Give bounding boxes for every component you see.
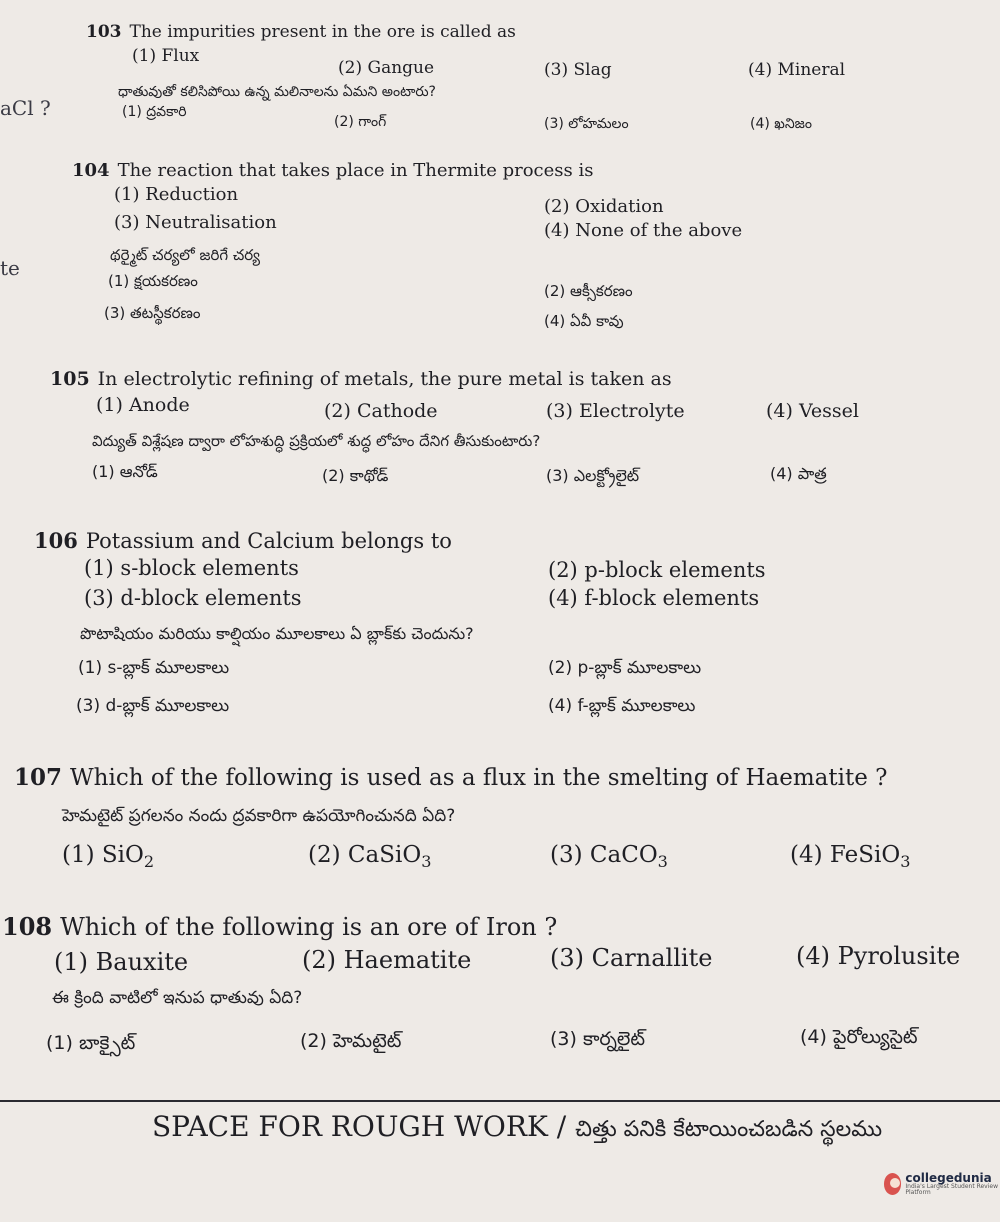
option-te-4: (4) f-బ్లాక్ మూలకాలు — [548, 696, 696, 716]
question-number: 106 — [34, 528, 78, 553]
option-en-1: (1) s-block elements — [84, 556, 299, 580]
option-te-3: (3) d-బ్లాక్ మూలకాలు — [76, 696, 230, 716]
watermark-name: collegedunia — [905, 1171, 992, 1185]
question-number: 103 — [86, 22, 122, 42]
option-te-3: (3) తటస్థీకరణం — [104, 304, 201, 322]
question-text: 103 The impurities present in the ore is called as — [86, 22, 516, 42]
rough-work-label: SPACE FOR ROUGH WORK / చిత్తు పనికి కేటాయించబడిన స్థలము — [152, 1110, 883, 1143]
option-en-2: (2) p-block elements — [548, 558, 766, 582]
option-en-3: (3) Neutralisation — [114, 212, 277, 233]
question-number: 104 — [72, 160, 110, 181]
question-number: 108 — [2, 912, 53, 941]
option-te-4: (4) పైరోల్యుసైట్ — [800, 1026, 918, 1048]
question-text-telugu: పొటాషియం మరియు కాల్షియం మూలకాలు ఏ బ్లాక్‌కు చెందును? — [80, 624, 474, 643]
option-te-4: (4) ఖనిజం — [750, 116, 813, 132]
watermark-tagline: India's Largest Student Review Platform — [905, 1183, 998, 1196]
option-en-3: (3) Slag — [544, 60, 612, 80]
option-te-3: (3) కార్నలైట్ — [550, 1028, 646, 1050]
option-te-3: (3) లోహమలం — [544, 116, 629, 132]
option-te-4: (4) పాత్ర — [770, 464, 827, 483]
question-text: 107 Which of the following is used as a flux in the smelting of Haematite ? — [14, 764, 888, 791]
option-en-4: (4) Pyrolusite — [796, 942, 961, 970]
question-text: 104 The reaction that takes place in Thermite process is — [72, 160, 594, 181]
option-en-3: (3) Carnallite — [550, 944, 713, 972]
margin-fragment: aCl ? — [0, 96, 51, 120]
option-en-3: (3) d-block elements — [84, 586, 302, 610]
option-te-1: (1) s-బ్లాక్ మూలకాలు — [78, 658, 230, 678]
option-te-3: (3) ఎలక్ట్రోలైట్ — [546, 466, 640, 485]
option-2: (2) CaSiO$_3$ — [308, 842, 432, 871]
option-en-2: (2) Cathode — [324, 400, 438, 422]
option-en-2: (2) Oxidation — [544, 196, 664, 217]
option-te-1: (1) బాక్సైట్ — [46, 1032, 136, 1054]
question-text: 108 Which of the following is an ore of Iron ? — [2, 912, 558, 941]
option-en-4: (4) None of the above — [544, 220, 743, 241]
option-en-4: (4) Vessel — [766, 400, 859, 422]
option-te-1: (1) ఆనోడ్ — [92, 462, 158, 481]
option-en-1: (1) Reduction — [114, 184, 239, 205]
option-te-4: (4) ఏవీ కావు — [544, 312, 624, 330]
question-text-telugu: ఈ క్రింది వాటిలో ఇనుప ధాతువు ఏది? — [52, 988, 303, 1008]
option-en-2: (2) Gangue — [338, 58, 435, 78]
option-en-3: (3) Electrolyte — [546, 400, 685, 422]
question-text-telugu: విద్యుత్ విశ్లేషణ ద్వారా లోహశుద్ధి ప్రక్రియలో శుద్ధ లోహం దేనిగ తీసుకుంటారు? — [92, 432, 541, 450]
option-te-2: (2) గాంగ్ — [334, 114, 387, 130]
owl-icon — [884, 1173, 901, 1195]
option-te-1: (1) క్షయకరణం — [108, 272, 198, 290]
option-te-2: (2) కాథోడ్ — [322, 466, 389, 485]
watermark-logo — [884, 1172, 1000, 1196]
question-number: 107 — [14, 764, 63, 791]
option-4: (4) FeSiO$_3$ — [790, 842, 911, 871]
question-text-telugu: హెమటైట్ ప్రగలనం నందు ద్రవకారిగా ఉపయోగించునది ఏది? — [62, 806, 456, 826]
question-text-telugu: ధాతువుతో కలిసిపోయి ఉన్న మలినాలను ఏమని అంటారు? — [118, 84, 436, 100]
option-te-2: (2) హెమటైట్ — [300, 1030, 402, 1052]
option-en-4: (4) f-block elements — [548, 586, 760, 610]
option-1: (1) SiO$_2$ — [62, 842, 155, 871]
question-text-telugu: థర్మైట్ చర్యలో జరిగే చర్య — [110, 246, 261, 264]
margin-fragment: te — [0, 256, 20, 280]
question-number: 105 — [50, 368, 90, 390]
option-en-4: (4) Mineral — [748, 60, 846, 80]
option-te-2: (2) p-బ్లాక్ మూలకాలు — [548, 658, 702, 678]
question-text: 105 In electrolytic refining of metals, the pure metal is taken as — [50, 368, 672, 390]
divider — [0, 1100, 1000, 1102]
option-en-1: (1) Bauxite — [54, 948, 189, 976]
option-en-2: (2) Haematite — [302, 946, 472, 974]
option-te-2: (2) ఆక్సీకరణం — [544, 282, 633, 300]
option-3: (3) CaCO$_3$ — [550, 842, 668, 871]
option-en-1: (1) Flux — [132, 46, 200, 66]
option-te-1: (1) ద్రవకారి — [122, 104, 187, 120]
question-text: 106 Potassium and Calcium belongs to — [34, 528, 452, 553]
option-en-1: (1) Anode — [96, 394, 190, 416]
